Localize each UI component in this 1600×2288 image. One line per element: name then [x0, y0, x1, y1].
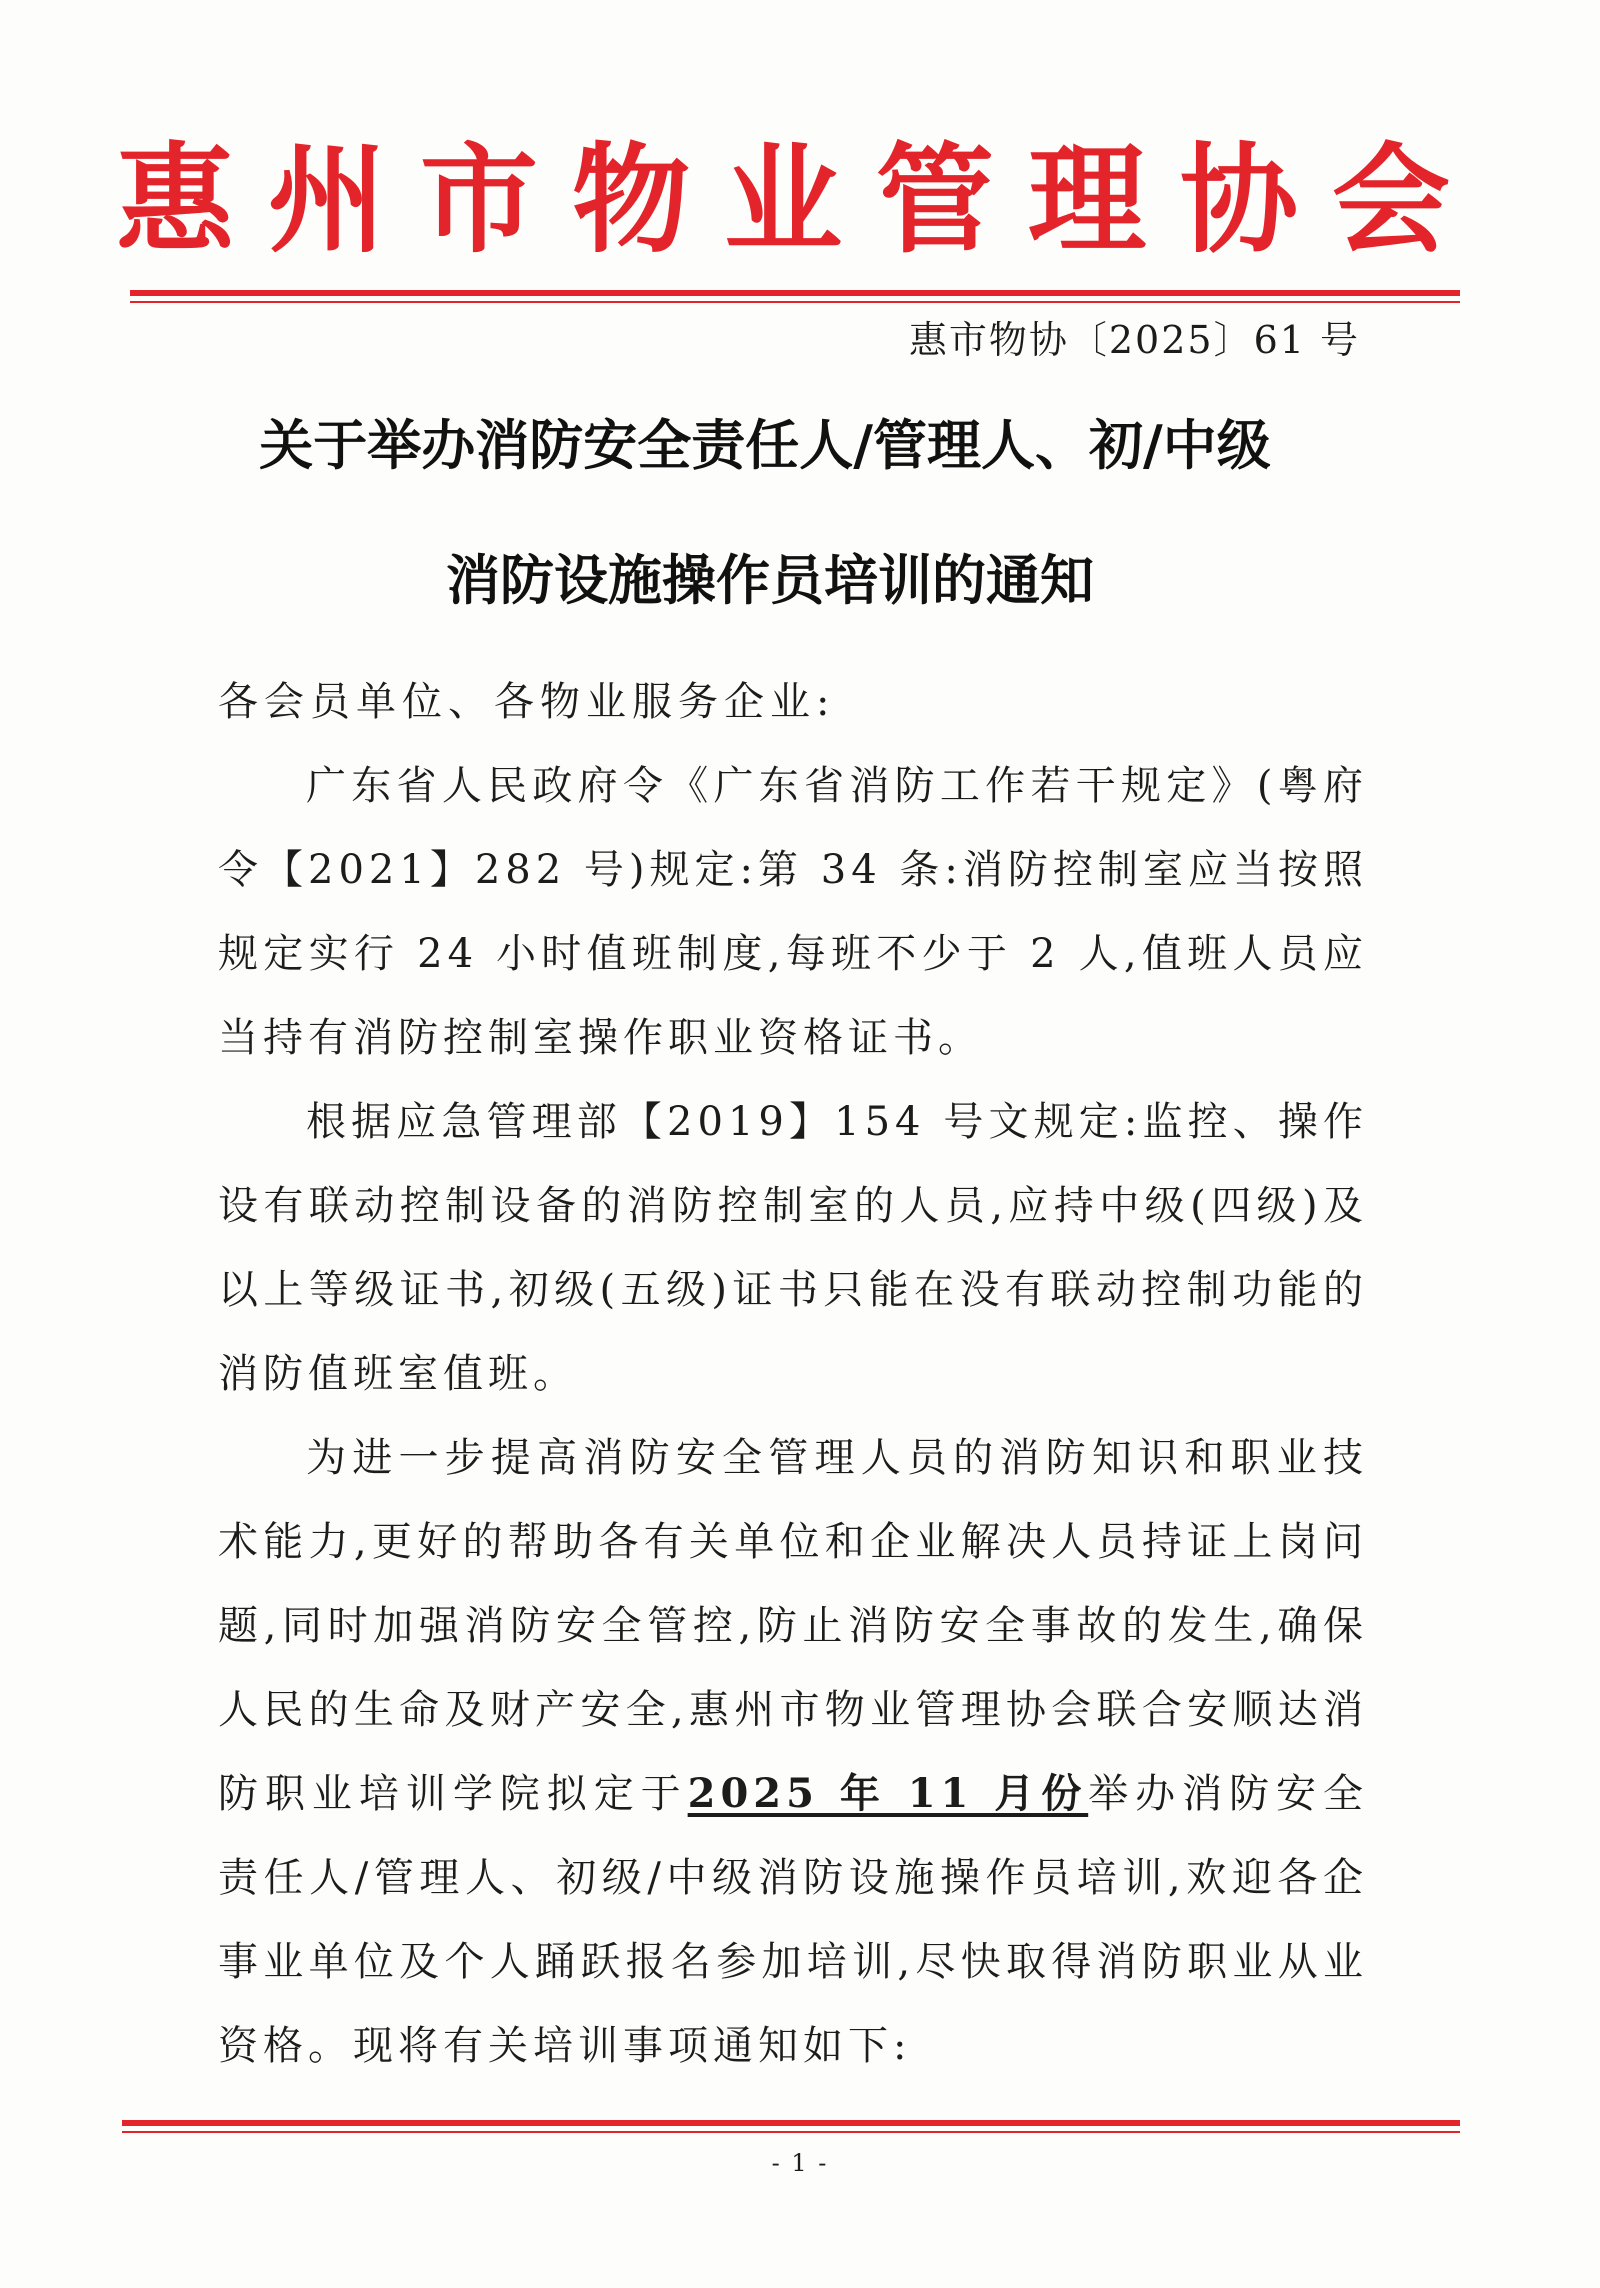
training-date-emphasis: 2025 年 11 月份 — [687, 1770, 1089, 1817]
org-name-header: 惠州市物业管理协会 — [116, 131, 1485, 269]
salutation: 各会员单位、各物业服务企业: — [218, 679, 836, 725]
paragraph-1: 广东省人民政府令《广东省消防工作若干规定》(粤府令【2021】282 号)规定:第 34 条:消防控制室应当按照规定实行 24 小时值班制度,每班不少于 2 人,值班人员应当持有消防控制室操作职业资格证书。 — [218, 763, 1368, 1061]
document-title-line-1: 关于举办消防安全责任人/管理人、初/中级 — [259, 413, 1271, 477]
paragraph-3-text-before: 为进一步提高消防安全管理人员的消防知识和职业技术能力,更好的帮助各有关单位和企业解决人员持证上岗问题,同时加强消防安全管控,防止消防安全事故的发生,确保人民的生命及财产安全,惠州市物业管理协会联合安顺达消防职业培训学院拟定于 — [218, 1435, 1368, 1817]
paragraph-3-text-after: 举办消防安全责任人/管理人、初级/中级消防设施操作员培训,欢迎各企事业单位及个人踊跃报名参加培训,尽快取得消防职业从业资格。现将有关培训事项通知如下: — [218, 1771, 1369, 2069]
paragraph-2: 根据应急管理部【2019】154 号文规定:监控、操作设有联动控制设备的消防控制室的人员,应持中级(四级)及以上等级证书,初级(五级)证书只能在没有联动控制功能的消防值班室值班。 — [218, 1099, 1368, 1397]
document-number: 惠市物协〔2025〕61 号 — [908, 318, 1360, 362]
document-body — [218, 660, 1368, 2088]
paragraph-3 — [218, 1416, 1368, 2088]
footer-divider — [122, 2120, 1460, 2133]
header-divider — [130, 290, 1460, 303]
document-title-line-2: 消防设施操作员培训的通知 — [446, 548, 1094, 612]
page-number: - 1 - — [771, 2149, 829, 2177]
